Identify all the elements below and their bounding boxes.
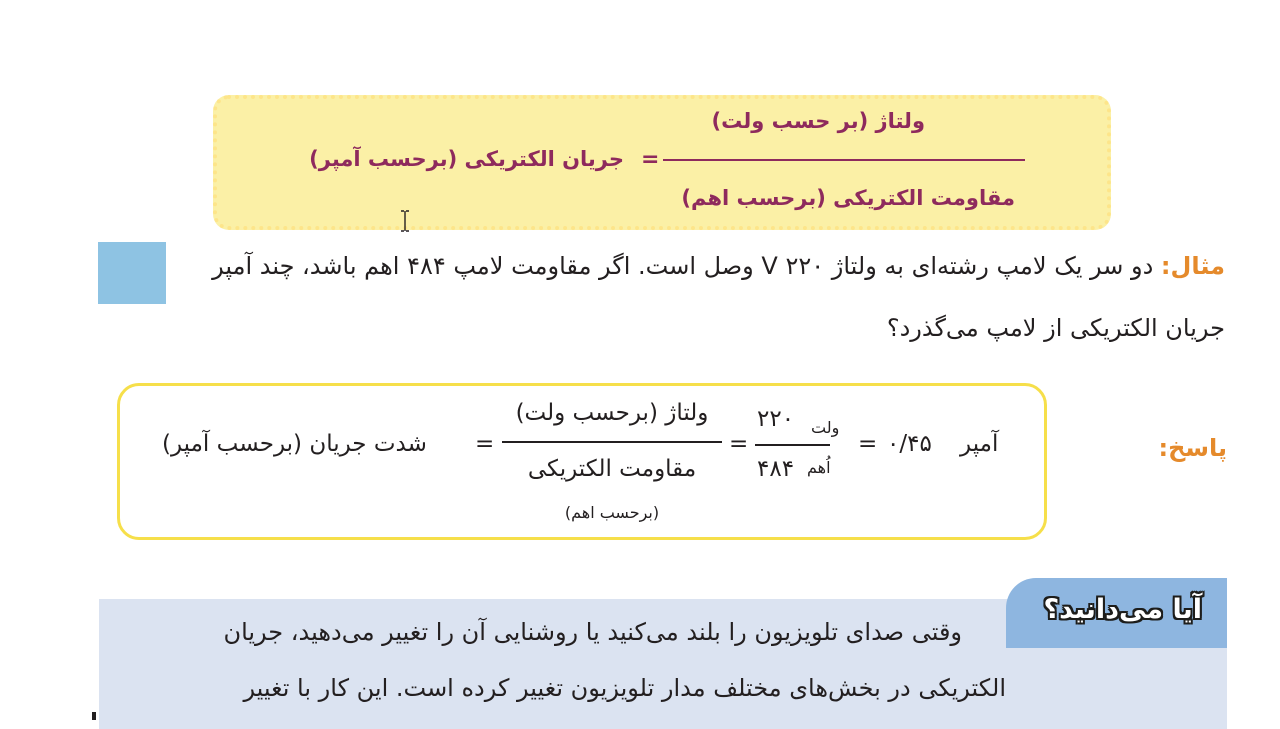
example-label: مثال: — [1160, 252, 1225, 280]
answer-equals-3: = — [858, 431, 878, 457]
did-you-know-line-1[interactable]: وقتی صدای تلویزیون را بلند می‌کنید یا روشنایی آن را تغییر می‌دهید، جریان — [223, 618, 962, 646]
did-you-know-line-2[interactable]: الکتریکی در بخش‌های مختلف مدار تلویزیون تغییر کرده است. این کار با تغییر — [243, 674, 1006, 702]
answer-num-unit: ولت — [811, 418, 840, 437]
answer-equals-1: = — [475, 431, 495, 457]
formula-equals: = — [641, 147, 660, 172]
text-selection-highlight — [98, 242, 166, 304]
example-line-2[interactable]: جریان الکتریکی از لامپ می‌گذرد؟ — [886, 314, 1225, 342]
text-cursor-icon — [400, 210, 410, 232]
answer-num-frac-bar — [755, 444, 830, 446]
answer-frac-denominator: مقاومت الکتریکی — [527, 456, 697, 482]
panel-edge-mark — [92, 712, 96, 720]
did-you-know-title: آیا می‌دانید؟ — [1043, 594, 1202, 625]
formula-lhs: جریان الکتریکی (برحسب آمپر) — [309, 147, 624, 171]
formula-fraction-bar — [663, 159, 1025, 161]
formula-denominator: مقاومت الکتریکی (برحسب اهم) — [681, 186, 1015, 210]
answer-result-unit: آمپر — [960, 431, 999, 457]
answer-frac-denominator-sub: (برحسب اهم) — [564, 503, 660, 522]
answer-den-unit: اُهم — [807, 458, 831, 477]
answer-result: ۰/۴۵ — [887, 431, 932, 457]
example-line-1[interactable] — [212, 252, 1225, 280]
formula-numerator: ولتاژ (بر حسب ولت) — [711, 109, 925, 133]
answer-label: پاسخ: — [1158, 434, 1227, 462]
answer-lhs: شدت جریان (برحسب آمپر) — [162, 431, 427, 457]
answer-den-value: ۴۸۴ — [757, 456, 795, 482]
formula-box — [213, 95, 1111, 230]
answer-frac-bar — [502, 441, 722, 443]
answer-frac-numerator: ولتاژ (برحسب ولت) — [515, 400, 709, 426]
answer-equals-2: = — [729, 431, 749, 457]
answer-box — [117, 383, 1047, 540]
answer-num-value: ۲۲۰ — [757, 406, 795, 432]
example-text-1: دو سر یک لامپ رشته‌ای به ولتاژ V ۲۲۰ وصل است. اگر مقاومت لامپ ۴۸۴ اهم باشد، چند آمپر — [212, 252, 1154, 280]
